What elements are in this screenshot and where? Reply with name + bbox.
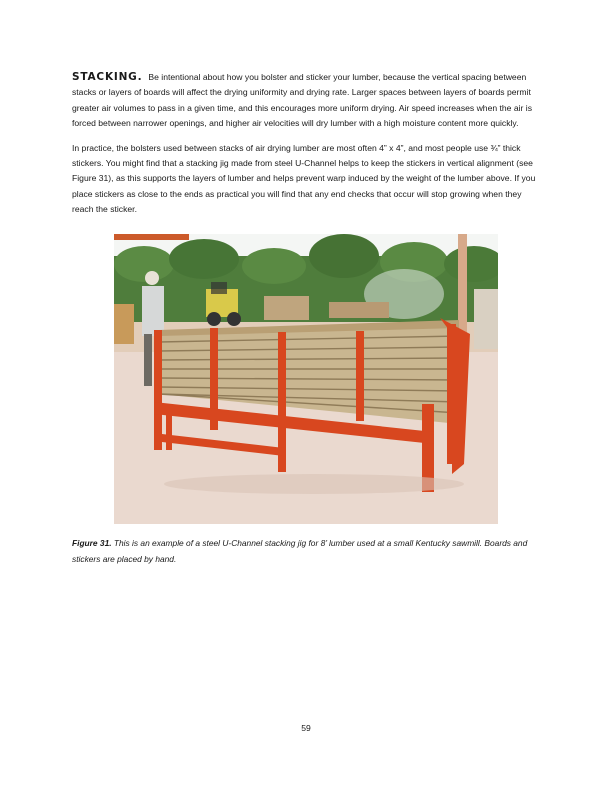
stacking-paragraph-1 (72, 70, 540, 132)
paragraph-2-text: In practice, the bolsters used between stacks of air drying lumber are most often 4” x 4”, and most people use ¾” thick stickers. You might find that a stacking jig made from steel U-Channel helps to keep the stickers in vertical alignment (see Figure 31), as this supports the layers of lumber and helps prevent warp induced by the weight of the lumber above. If you place stickers as close to the ends as practical you will find that any end checks that occur will stop growing when they reach the sticker. (72, 142, 536, 215)
page-number: 59 (301, 723, 311, 733)
page-body (72, 70, 540, 227)
paragraph-1-text: Be intentional about how you bolster and sticker your lumber, because the vertical spacing between stacks or layers of boards will affect the drying uniformity and drying rate. Larger spaces between layers of boards permit greater air volumes to pass in a given time, and this encourages more uniform drying. Air speed increases when the air is forced between narrower openings, and higher air velocities will dry lumber with a high moisture content more quickly. (72, 72, 532, 129)
figure-31-photo (114, 234, 498, 524)
caption-text: This is an example of a steel U-Channel stacking jig for 8’ lumber used at a small Kentucky sawmill. Boards and stickers are placed by hand. (72, 538, 528, 564)
figure-caption (72, 536, 540, 567)
section-heading: STACKING. (72, 71, 143, 83)
stacking-paragraph-2 (72, 141, 540, 218)
caption-label: Figure 31. (72, 538, 112, 548)
